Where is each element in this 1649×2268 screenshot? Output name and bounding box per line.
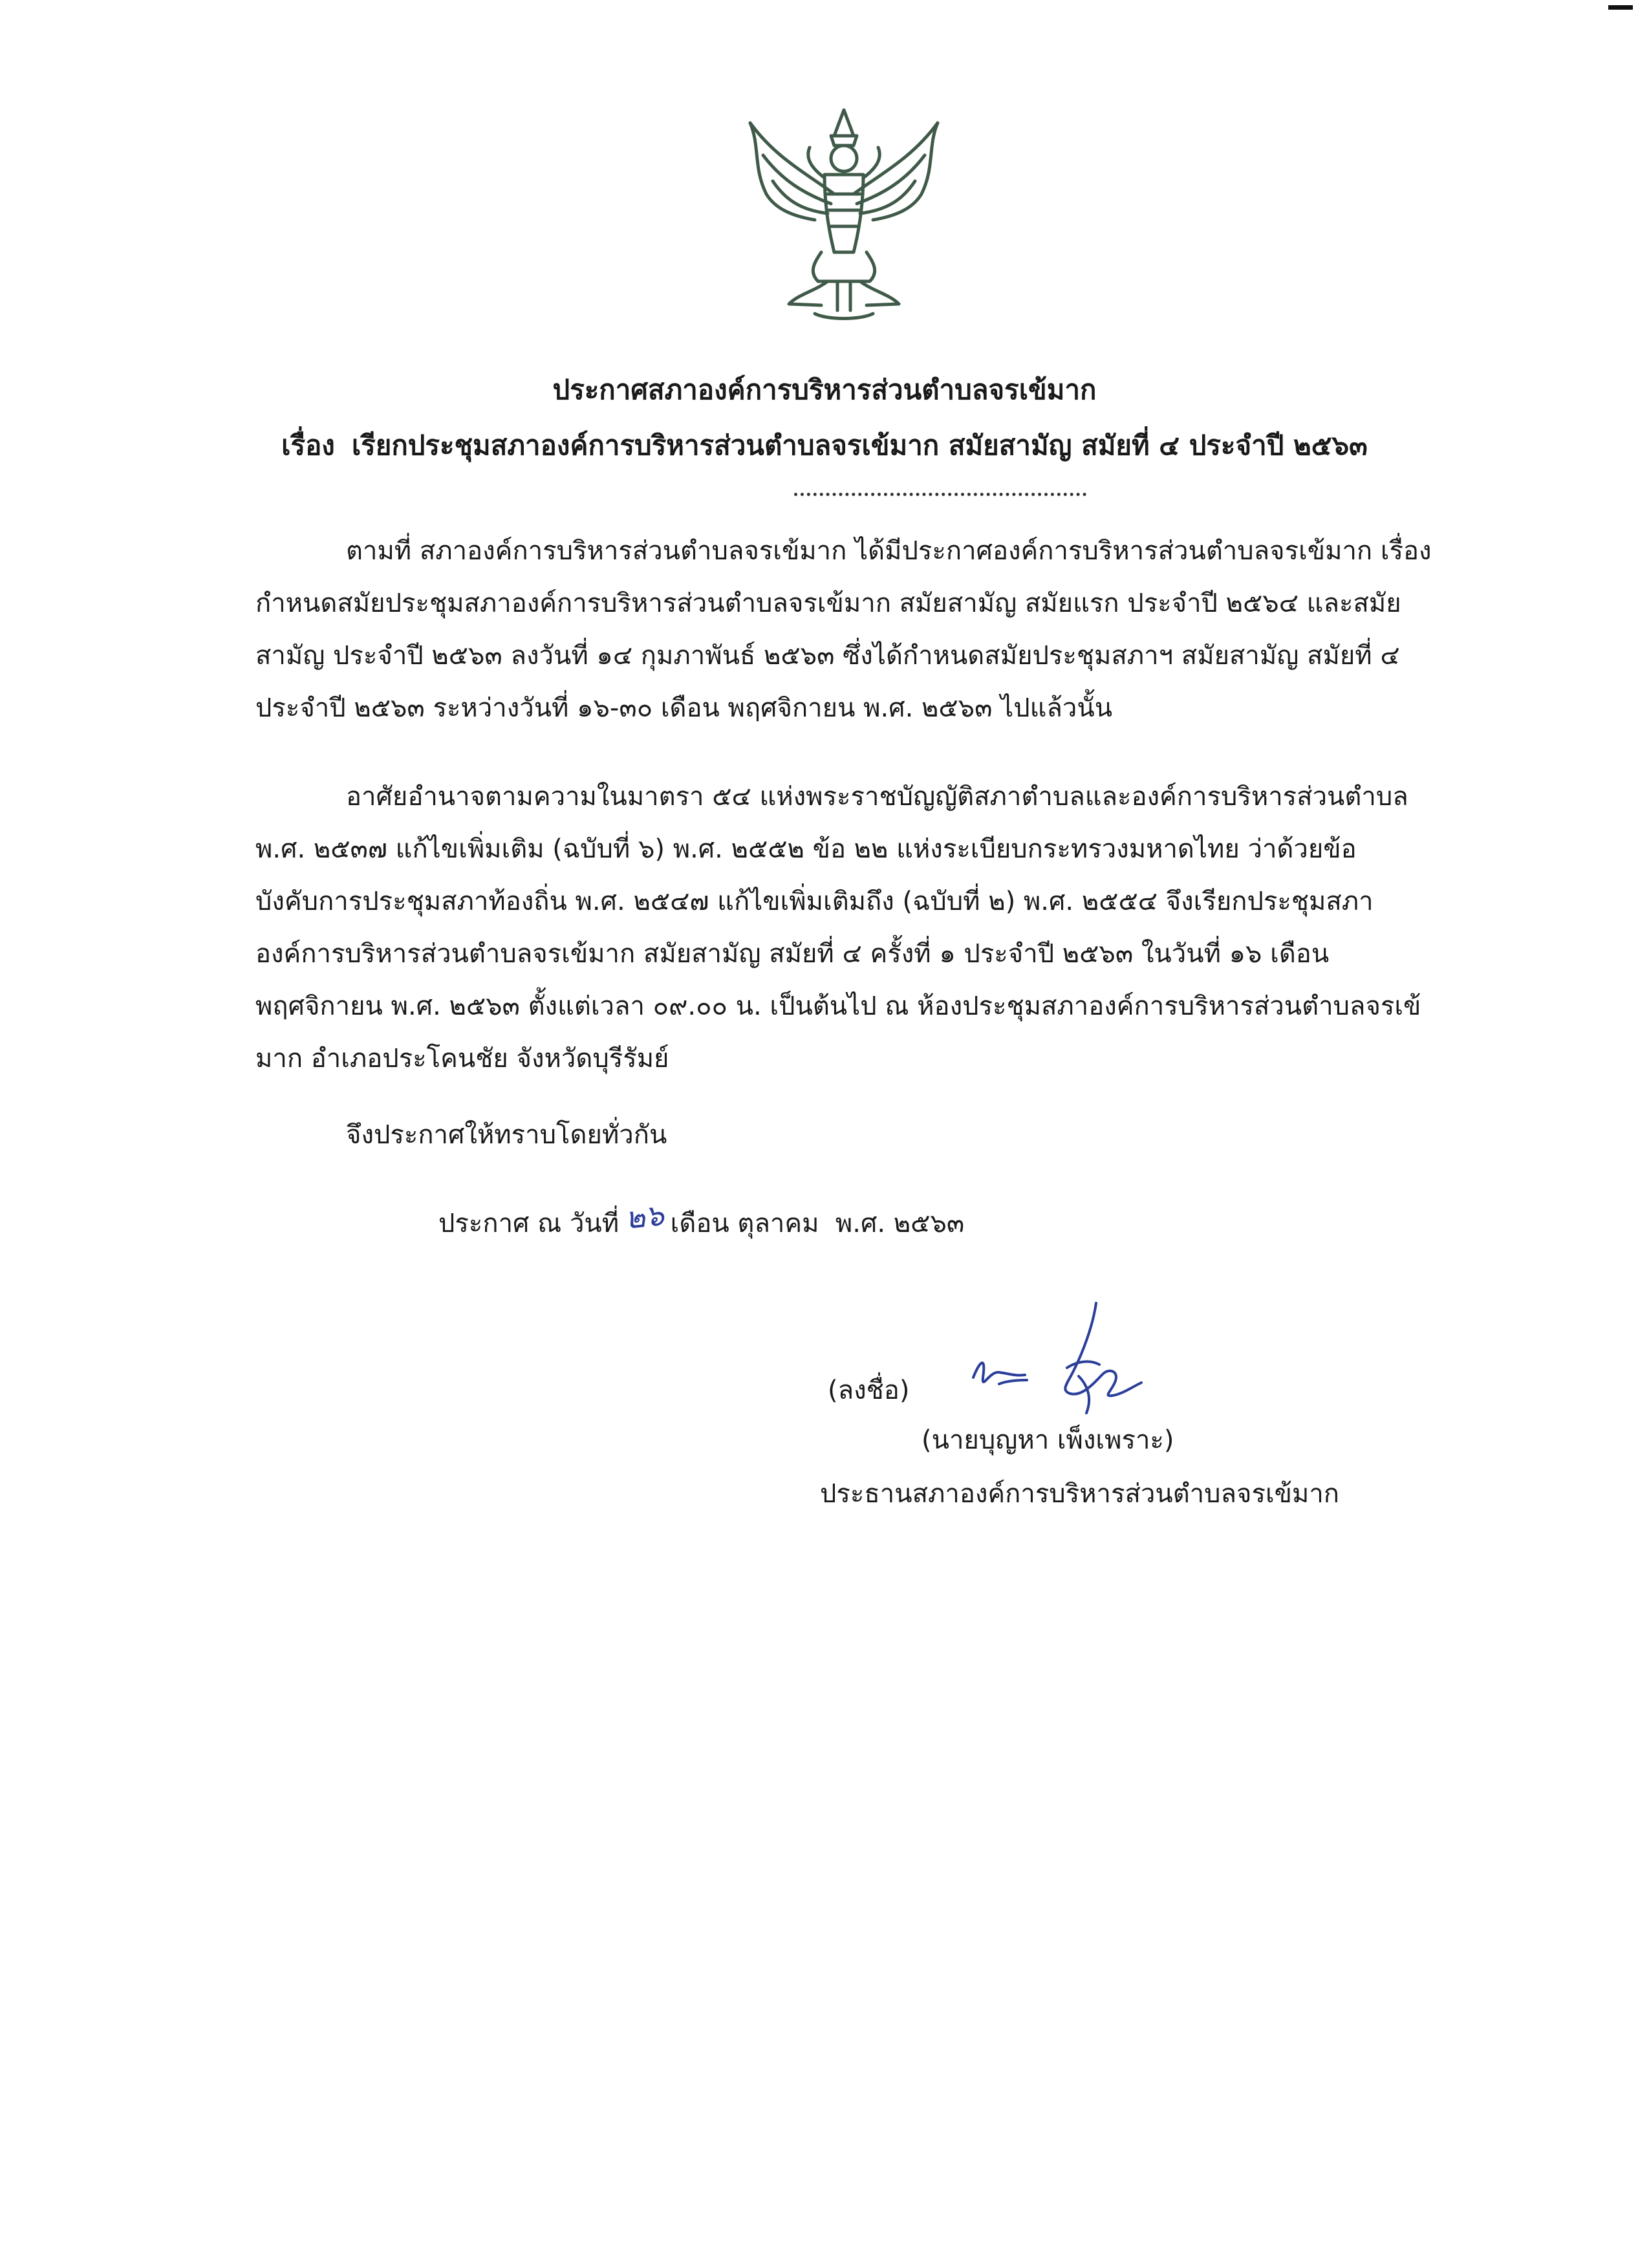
garuda-emblem-icon xyxy=(737,97,951,323)
date-prefix: ประกาศ ณ วันที่ xyxy=(438,1209,620,1238)
body-paragraph-1: ตามที่ สภาองค์การบริหารส่วนตำบลจรเข้มาก ได้มีประกาศองค์การบริหารส่วนตำบลจรเข้มาก เรื่อง กำหนดสมัยประชุมสภาองค์การบริหารส่วนตำบลจรเข้มาก สมัยสามัญ สมัยแรก ประจำปี ๒๕๖๔ และสมัยสามัญ ประจำปี ๒๕๖๓ ลงวันที่ ๑๔ กุมภาพันธ์ ๒๕๖๓ ซึ่งได้กำหนดสมัยประชุมสภาฯ สมัยสามัญ สมัยที่ ๔ ประจำปี ๒๕๖๓ ระหว่างวันที่ ๑๖-๓๐ เดือน พฤศจิกายน พ.ศ. ๒๕๖๓ ไปแล้วนั้น xyxy=(255,536,1432,723)
dotted-separator xyxy=(794,486,1086,496)
announcement-date xyxy=(438,1197,965,1238)
handwritten-signature xyxy=(964,1300,1145,1423)
date-suffix: เดือน ตุลาคม พ.ศ. ๒๕๖๓ xyxy=(670,1209,965,1238)
scan-corner-mark xyxy=(1608,5,1633,10)
signer-title: ประธานสภาองค์การบริหารส่วนตำบลจรเข้มาก xyxy=(820,1479,1340,1509)
subject-label: เรื่อง xyxy=(281,429,335,461)
signer-name: (นายบุญหา เพ็งเพราะ) xyxy=(921,1425,1174,1455)
announcement-title: ประกาศสภาองค์การบริหารส่วนตำบลจรเข้มาก xyxy=(552,374,1097,405)
closing-statement: จึงประกาศให้ทราบโดยทั่วกัน xyxy=(346,1120,667,1150)
signature-label: (ลงชื่อ) xyxy=(828,1376,910,1405)
body-paragraph-2: อาศัยอำนาจตามความในมาตรา ๕๔ แห่งพระราชบัญญัติสภาตำบลและองค์การบริหารส่วนตำบล พ.ศ. ๒๕๓๗ แก้ไขเพิ่มเติม (ฉบับที่ ๖) พ.ศ. ๒๕๕๒ ข้อ ๒๒ แห่งระเบียบกระทรวงมหาดไทย ว่าด้วยข้อบังคับการประชุมสภาท้องถิ่น พ.ศ. ๒๕๔๗ แก้ไขเพิ่มเติมถึง (ฉบับที่ ๒) พ.ศ. ๒๕๕๔ จึงเรียกประชุมสภาองค์การบริหารส่วนตำบลจรเข้มาก สมัยสามัญ สมัยที่ ๔ ครั้งที่ ๑ ประจำปี ๒๕๖๓ ในวันที่ ๑๖ เดือน พฤศจิกายน พ.ศ. ๒๕๖๓ ตั้งแต่เวลา ๐๙.๐๐ น. เป็นต้นไป ณ ห้องประชุมสภาองค์การบริหารส่วนตำบลจรเข้มาก อำเภอประโคนชัย จังหวัดบุรีรัมย์ xyxy=(255,782,1421,1074)
announcement-subject xyxy=(0,429,1649,461)
handwritten-day: ๒๖ xyxy=(623,1197,666,1236)
subject-text: เรียกประชุมสภาองค์การบริหารส่วนตำบลจรเข้มาก สมัยสามัญ สมัยที่ ๔ ประจำปี ๒๕๖๓ xyxy=(351,429,1368,461)
